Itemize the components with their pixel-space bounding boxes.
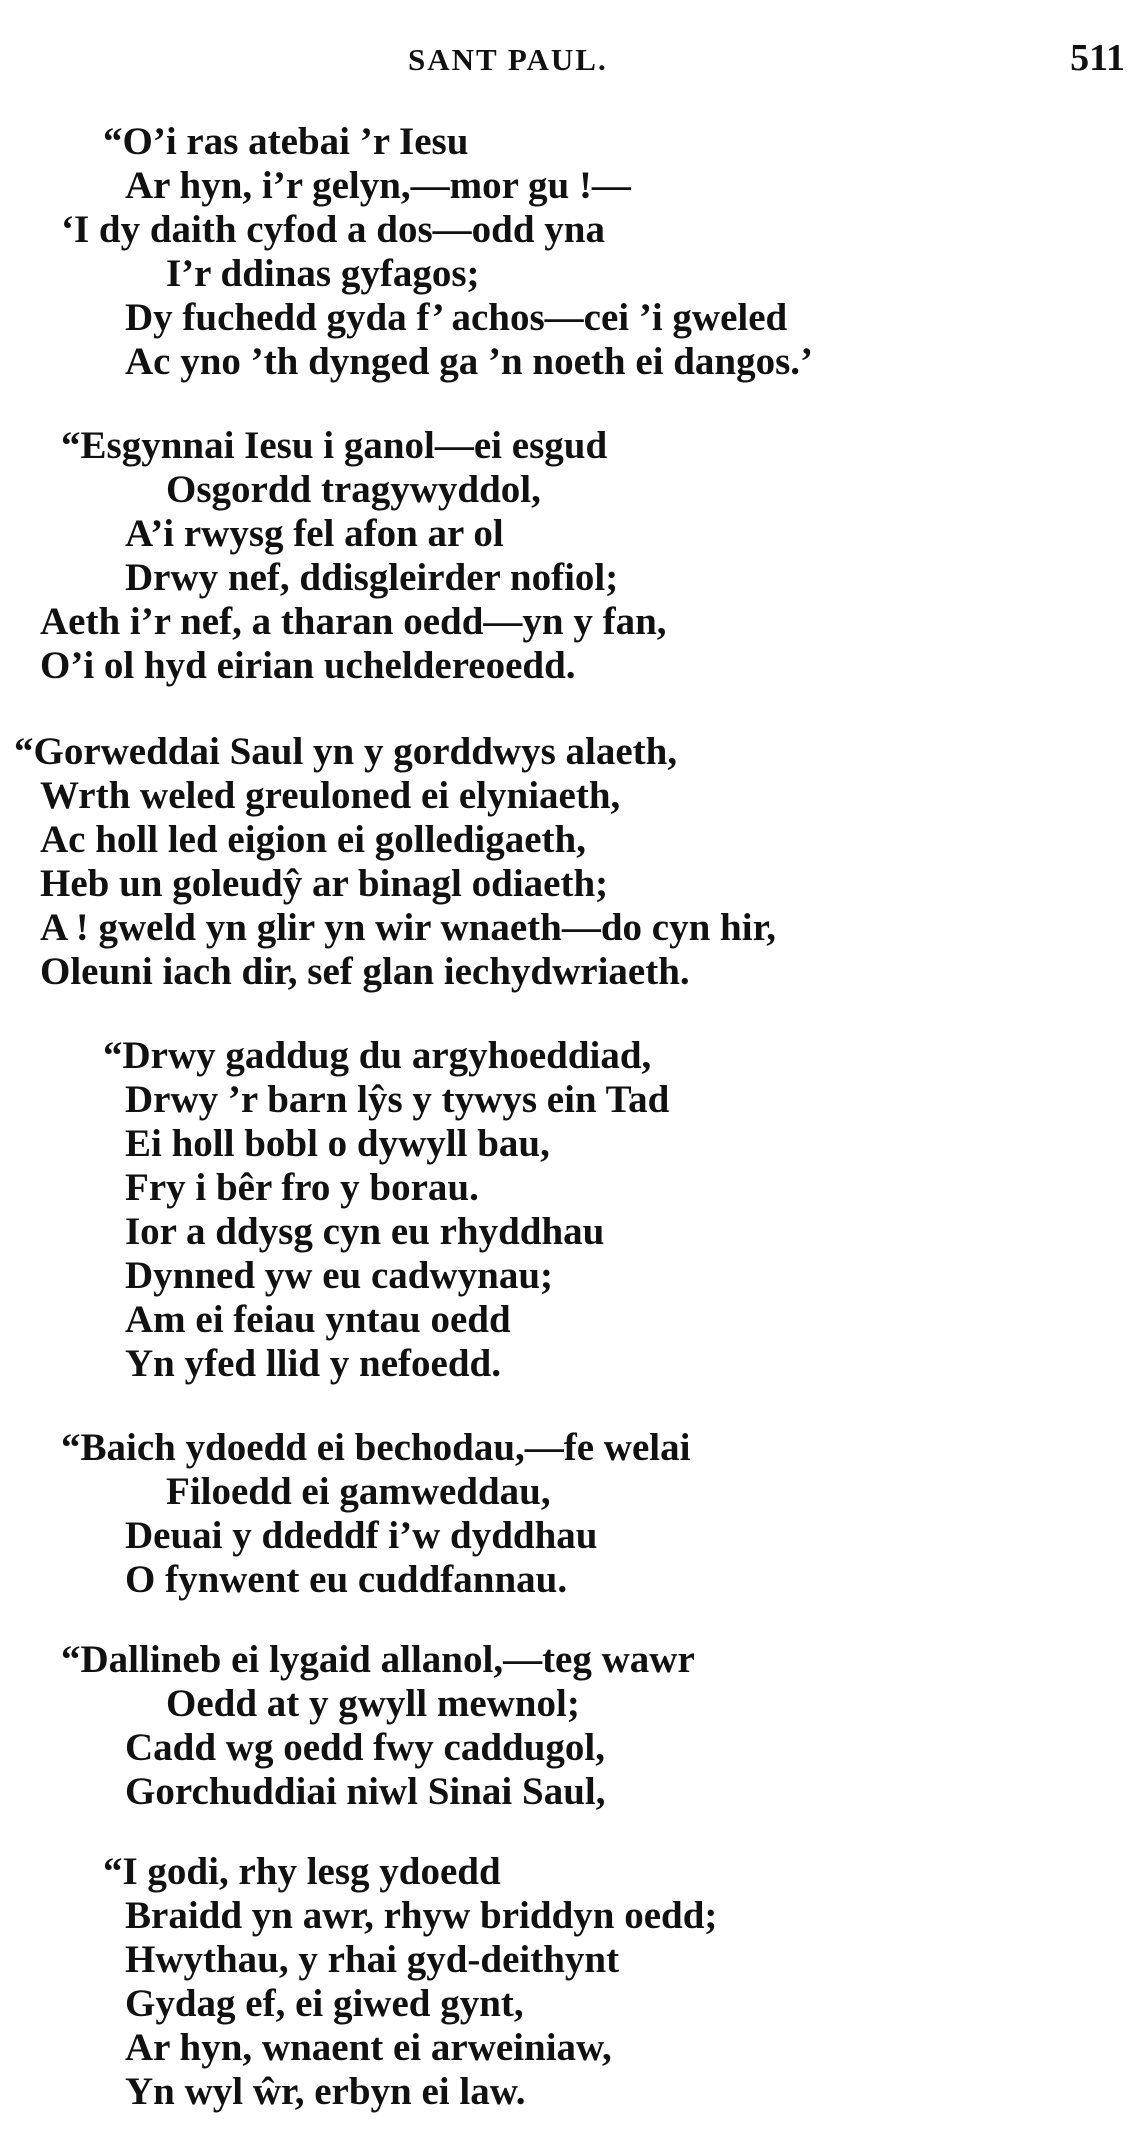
poem-line: Gydag ef, ei giwed gynt,: [125, 1982, 524, 2025]
poem-line: Drwy nef, ddisgleirder nofiol;: [125, 556, 619, 599]
poem-line: Dynned yw eu cadwynau;: [125, 1254, 553, 1297]
poem-line: Yn wyl ŵr, erbyn ei law.: [125, 2070, 526, 2113]
poem-line: Aeth i’r nef, a tharan oedd—yn y fan,: [40, 600, 667, 643]
poem-line: “Baich ydoedd ei bechodau,—fe welai: [61, 1426, 691, 1469]
poem-line: Oleuni iach dir, sef glan iechydwriaeth.: [40, 950, 690, 993]
poem-line: Braidd yn awr, rhyw briddyn oedd;: [125, 1894, 718, 1937]
poem-line: Oedd at y gwyll mewnol;: [166, 1682, 580, 1725]
poem-line: Wrth weled greuloned ei elyniaeth,: [40, 774, 621, 817]
poem-line: “I godi, rhy lesg ydoedd: [103, 1850, 501, 1893]
poem-line: Filoedd ei gamweddau,: [166, 1470, 551, 1513]
poem-line: Ei holl bobl o dywyll bau,: [125, 1122, 550, 1165]
poem-line: “Dallineb ei lygaid allanol,—teg wawr: [61, 1638, 695, 1681]
poem-line: O’i ol hyd eirian ucheldereoedd.: [40, 644, 576, 687]
poem-line: Gorchuddiai niwl Sinai Saul,: [125, 1770, 606, 1813]
poem-line: “O’i ras atebai ’r Iesu: [103, 120, 469, 163]
poem-line: “Esgynnai Iesu i ganol—ei esgud: [61, 424, 608, 467]
poem-line: I’r ddinas gyfagos;: [166, 252, 480, 295]
poem-line: “Drwy gaddug du argyhoeddiad,: [103, 1034, 652, 1077]
poem-line: O fynwent eu cuddfannau.: [125, 1558, 568, 1601]
poem-line: A ! gweld yn glir yn wir wnaeth—do cyn hir,: [40, 906, 777, 949]
poem-line: A’i rwysg fel afon ar ol: [125, 512, 504, 555]
poem-line: Heb un goleudŷ ar binagl odiaeth;: [40, 862, 609, 905]
poem-line: Yn yfed llid y nefoedd.: [125, 1342, 501, 1385]
poem-line: Ar hyn, wnaent ei arweiniaw,: [125, 2026, 612, 2069]
poem-line: Ior a ddysg cyn eu rhyddhau: [125, 1210, 605, 1253]
running-head: SANT PAUL.: [408, 42, 608, 77]
poem-line: Ar hyn, i’r gelyn,—mor gu !—: [125, 164, 631, 207]
page-number: 511: [1070, 37, 1125, 79]
poem-line: Dy fuchedd gyda f’ achos—cei ’i gweled: [125, 296, 788, 339]
poem-line: Drwy ’r barn lŷs y tywys ein Tad: [125, 1078, 670, 1121]
poem-line: Ac holl led eigion ei golledigaeth,: [40, 818, 586, 861]
poem-line: Hwythau, y rhai gyd-deithynt: [125, 1938, 620, 1981]
poem-line: Osgordd tragywyddol,: [166, 468, 541, 511]
poem-line: “Gorweddai Saul yn y gorddwys alaeth,: [14, 730, 678, 773]
poem-line: Am ei feiau yntau oedd: [125, 1298, 511, 1341]
poem-line: Deuai y ddeddf i’w dyddhau: [125, 1514, 598, 1557]
poem-line: Cadd wg oedd fwy caddugol,: [125, 1726, 606, 1769]
poem-line: ‘I dy daith cyfod a dos—odd yna: [61, 208, 605, 251]
poem-line: Ac yno ’th dynged ga ’n noeth ei dangos.’: [125, 340, 814, 383]
poem-line: Fry i bêr fro y borau.: [125, 1166, 479, 1209]
